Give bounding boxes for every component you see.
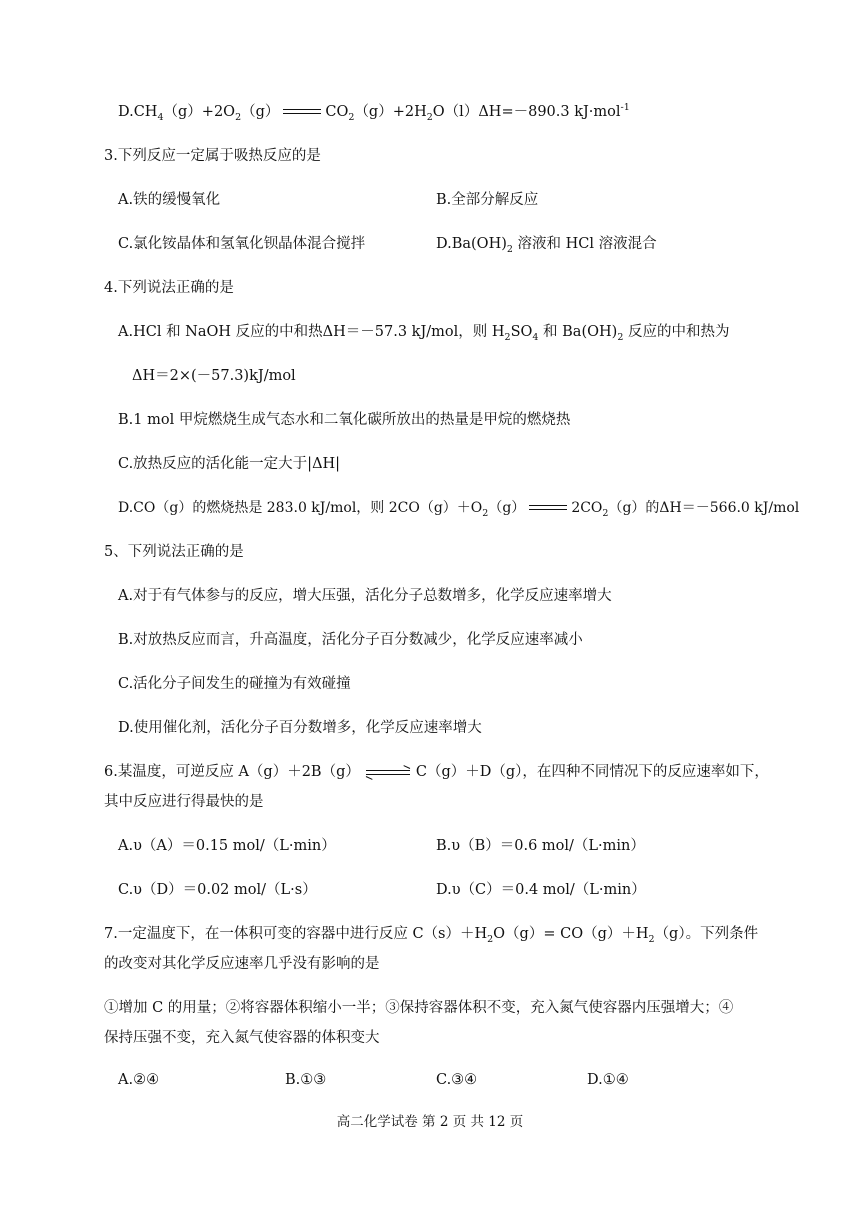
q3-option-c: C.氯化铵晶体和氢氧化钡晶体混合搅拌 — [118, 236, 366, 252]
q7-option-b: B.①③ — [285, 1072, 327, 1088]
q3-option-d: $D.Ba(OH)_2$ 溶液和 HCl 溶液混合 — [436, 236, 657, 255]
q4-option-d: D.CO（g）的燃烧热是 283.0 kJ/mol，则 $2CO(g)+O_2(g)$ $2CO_2(g)$的ΔH＝－566.0 kJ/mol — [118, 500, 800, 519]
q6-stem-line2: 其中反应进行得最快的是 — [104, 794, 264, 810]
q7-options — [118, 1070, 629, 1090]
q5-option-a: A.对于有气体参与的反应，增大压强，活化分子总数增多，化学反应速率增大 — [118, 588, 612, 604]
q6-row2 — [118, 880, 646, 900]
q7-conditions-line2: 保持压强不变，充入氮气使容器的体积变大 — [104, 1030, 380, 1046]
reversible-arrow-icon — [366, 766, 410, 778]
q5-stem: 5、下列说法正确的是 — [104, 544, 244, 560]
q7-option-c: C.③④ — [436, 1072, 478, 1088]
q7-option-d: D.①④ — [587, 1072, 629, 1088]
equals-sign — [283, 106, 321, 118]
q7-stem-line1: 7.一定温度下，在一体积可变的容器中进行反应 $C(s)+H_2O(g)= CO(g)+H_2(g)$。下列条件 — [104, 926, 759, 945]
q4-option-c: C.放热反应的活化能一定大于|ΔH| — [118, 456, 341, 472]
q3-row1 — [118, 190, 539, 210]
equals-sign — [529, 502, 567, 514]
q7-option-a: A.②④ — [118, 1072, 160, 1088]
q6-option-d: D.υ（C）＝0.4 mol/（L·min） — [436, 882, 646, 898]
q4-stem: 4.下列说法正确的是 — [104, 280, 234, 296]
q6-option-b: B.υ（B）＝0.6 mol/（L·min） — [436, 838, 645, 854]
q5-option-b: B.对放热反应而言，升高温度，活化分子百分数减少，化学反应速率减小 — [118, 632, 583, 648]
q4-option-a: A.HCl 和 NaOH 反应的中和热ΔH＝－57.3 kJ/mol，则 $H_2SO_4$ 和 $Ba(OH)_2$ 反应的中和热为 — [118, 324, 730, 343]
q6-option-a: A.υ（A）＝0.15 mol/（L·min） — [118, 838, 336, 854]
page-footer: 高二化学试卷 第 2 页 共 12 页 — [336, 1114, 524, 1130]
q6-stem-line1: 6.某温度，可逆反应 A（g）＋2B（g） C（g）＋D（g），在四种不同情况下的反应速率如下， — [104, 764, 769, 780]
q4-option-a-cont: ΔH＝2×(－57.3)kJ/mol — [132, 368, 296, 384]
q4-option-b: B.1 mol 甲烷燃烧生成气态水和二氧化碳所放出的热量是甲烷的燃烧热 — [118, 412, 571, 428]
q2-option-d: $D.CH_4(g)+2O_2(g)$ $CO_2(g)+2H_2O(l)\Delta H=-890.3$ kJ·mol$^{-1}$ — [118, 102, 630, 123]
q3-option-a: A.铁的缓慢氧化 — [118, 192, 221, 208]
q3-option-b: B.全部分解反应 — [436, 192, 539, 208]
q5-option-d: D.使用催化剂，活化分子百分数增多，化学反应速率增大 — [118, 720, 482, 736]
q6-option-c: C.υ（D）＝0.02 mol/（L·s） — [118, 882, 317, 898]
q7-stem-line2: 的改变对其化学反应速率几乎没有影响的是 — [104, 956, 380, 972]
q5-option-c: C.活化分子间发生的碰撞为有效碰撞 — [118, 676, 351, 692]
q3-row2 — [118, 234, 657, 255]
q7-conditions-line1: ①增加 C 的用量；②将容器体积缩小一半；③保持容器体积不变，充入氮气使容器内压强增大；④ — [104, 1000, 734, 1016]
q6-row1 — [118, 836, 645, 856]
q3-stem: 3.下列反应一定属于吸热反应的是 — [104, 148, 321, 164]
